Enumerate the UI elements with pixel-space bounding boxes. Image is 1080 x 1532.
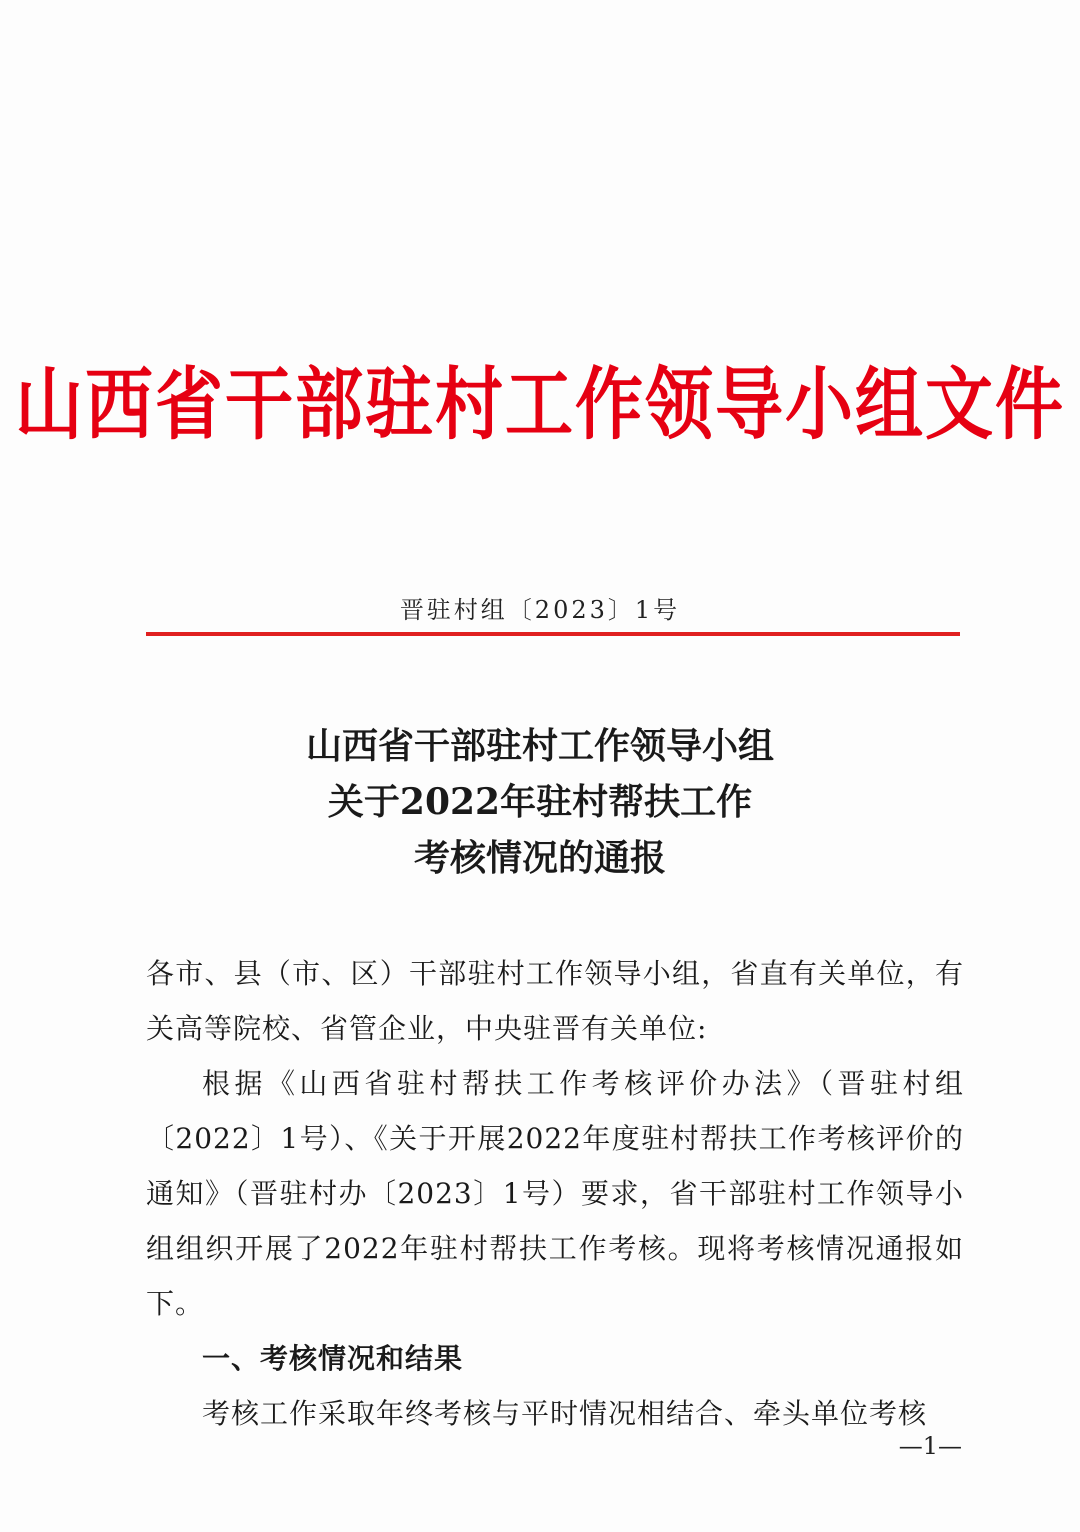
title-line-2: 关于2022年驻村帮扶工作 — [327, 781, 753, 823]
title-line-3: 考核情况的通报 — [413, 837, 666, 879]
section-heading-1: 一、考核情况和结果 — [202, 1342, 464, 1375]
document-title — [0, 718, 1080, 886]
masthead-title: 山西省干部驻村工作领导小组文件 — [14, 358, 1065, 451]
paragraph-1: 根据《山西省驻村帮扶工作考核评价办法》（晋驻村组〔2022〕1号）、《关于开展2022年度驻村帮扶工作考核评价的通知》（晋驻村办〔2023〕1号）要求，省干部驻村工作领导小组组织开展了2022年驻村帮扶工作考核。现将考核情况通报如下。 — [146, 1067, 964, 1320]
document-number: 晋驻村组〔2023〕1号 — [399, 596, 681, 624]
title-line-1: 山西省干部驻村工作领导小组 — [305, 725, 774, 767]
paragraph-2: 考核工作采取年终考核与平时情况相结合、牵头单位考核 — [202, 1397, 928, 1430]
document-body — [146, 946, 964, 1441]
page-number: —1— — [898, 1432, 962, 1460]
red-divider-line — [146, 632, 960, 636]
salutation: 各市、县（市、区）干部驻村工作领导小组，省直有关单位，有关高等院校、省管企业，中央驻晋有关单位: — [146, 957, 964, 1045]
